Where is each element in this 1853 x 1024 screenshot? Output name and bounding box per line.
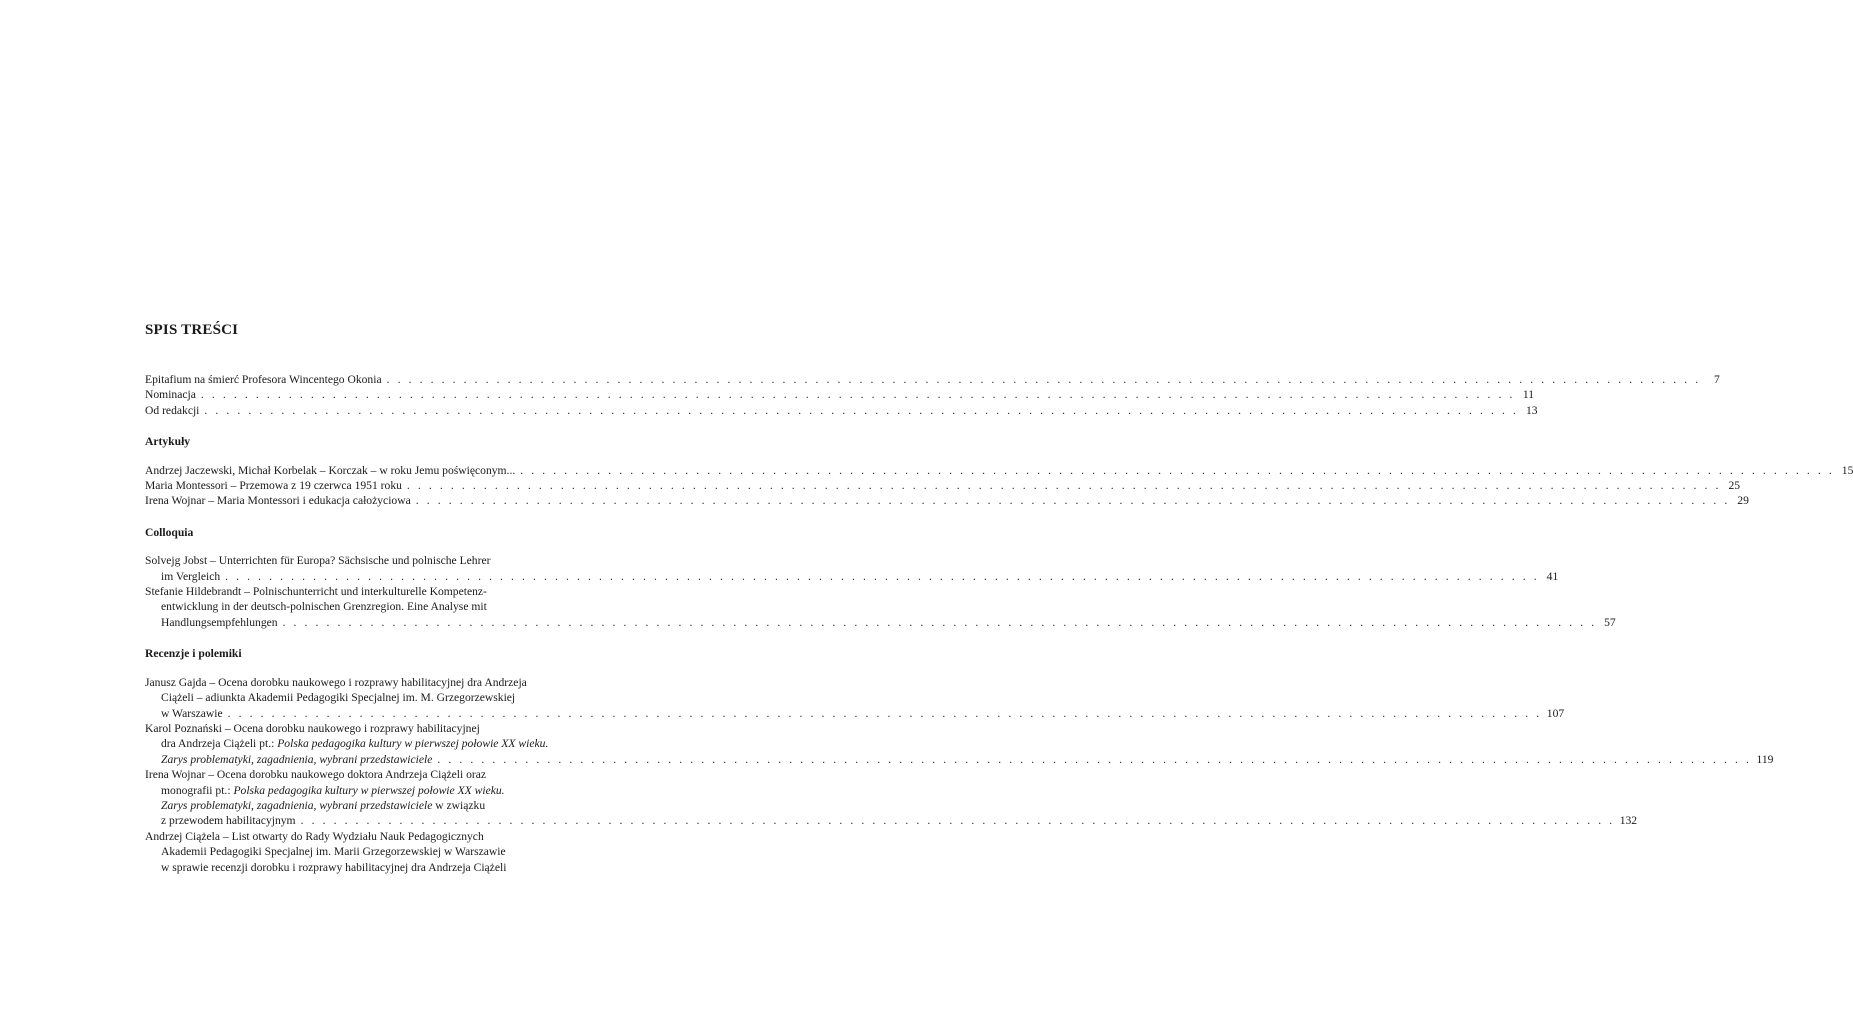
toc-entry-text: entwicklung in der deutsch-polnischen Grenzregion. Eine Analyse mit bbox=[161, 600, 487, 614]
dot-leader: . . . . . . . . . . . . . . . . . . . . . . . . . . . . . . . . . . . . . . . . . . . . . . . . . . . . . . . . . . . . . . . . . . . . . . . . . . . . . . . . . . . . . . . . . . . . . . . . . . . . . . . . . . . . . . . . . . . . . . . . bbox=[520, 463, 1835, 477]
toc-entry-text: Karol Poznański – Ocena dorobku naukowego i rozprawy habilitacyjnej bbox=[145, 721, 480, 735]
page-number: 7 bbox=[1713, 373, 1720, 386]
dot-leader: . . . . . . . . . . . . . . . . . . . . . . . . . . . . . . . . . . . . . . . . . . . . . . . . . . . . . . . . . . . . . . . . . . . . . . . . . . . . . . . . . . . . . . . . . . . . . . . . . . . . . . . . . . . . . . . . . . . . . . . . bbox=[406, 479, 1722, 493]
page-number: 13 bbox=[1525, 403, 1538, 417]
toc-entry bbox=[145, 387, 1534, 402]
dot-leader: . . . . . . . . . . . . . . . . . . . . . . . . . . . . . . . . . . . . . . . . . . . . . . . . . . . . . . . . . . . . . . . . . . . . . . . . . . . . . . . . . . . . . . . . . . . . . . . . . . . . . . . . . . . . . . . . . . . . . . . . bbox=[227, 706, 1542, 720]
dot-leader: . . . . . . . . . . . . . . . . . . . . . . . . . . . . . . . . . . . . . . . . . . . . . . . . . . . . . . . . . . . . . . . . . . . . . . . . . . . . . . . . . . . . . . . . . . . . . . . . . . . . . . . . . . . . . . . . . . . . . . . . bbox=[300, 814, 1615, 828]
toc-entry-last-line bbox=[145, 403, 1538, 418]
toc-entry-text: Zarys problematyki, zagadnienia, wybrani przedstawiciele bbox=[161, 752, 433, 766]
toc-entry-text: Akademii Pedagogiki Specjalnej im. Marii Grzegorzewskiej w Warszawie bbox=[161, 845, 506, 859]
toc-entry-last-line bbox=[145, 706, 1565, 721]
toc-entry-last-line bbox=[145, 387, 1534, 402]
toc-entry bbox=[145, 493, 1749, 508]
section-heading: Artykuły bbox=[145, 435, 191, 449]
toc-entry bbox=[145, 478, 1741, 493]
toc-entry-text: dra Andrzeja Ciążeli pt.: Polska pedagogika kultury w pierwszej połowie XX wieku. bbox=[161, 737, 549, 751]
toc-entry bbox=[145, 553, 1559, 584]
dot-leader: . . . . . . . . . . . . . . . . . . . . . . . . . . . . . . . . . . . . . . . . . . . . . . . . . . . . . . . . . . . . . . . . . . . . . . . . . . . . . . . . . . . . . . . . . . . . . . . . . . . . . . . . . . . . . . . . . . . . . . . . bbox=[225, 569, 1540, 583]
section-heading: Recenzje i polemiki bbox=[145, 647, 242, 661]
page-number: 41 bbox=[1546, 569, 1559, 583]
toc-entry-text: Andrzej Ciążela – List otwarty do Rady Wydziału Nauk Pedagogicznych bbox=[145, 829, 484, 843]
page-number: 132 bbox=[1619, 814, 1638, 828]
toc-entry-last-line bbox=[145, 813, 1638, 828]
page-number: 107 bbox=[1546, 706, 1565, 720]
section-heading: Colloquia bbox=[145, 525, 194, 539]
dot-leader: . . . . . . . . . . . . . . . . . . . . . . . . . . . . . . . . . . . . . . . . . . . . . . . . . . . . . . . . . . . . . . . . . . . . . . . . . . . . . . . . . . . . . . . . . . . . . . . . . . . . . . . . . . . . . . . . . . . . . . . . bbox=[415, 494, 1730, 508]
toc-entry-text: Irena Wojnar – Ocena dorobku naukowego doktora Andrzeja Ciążeli oraz bbox=[145, 768, 487, 782]
toc-entry bbox=[145, 463, 1853, 478]
toc-entry-text: Andrzej Jaczewski, Michał Korbelak – Korczak – w roku Jemu poświęconym... bbox=[145, 463, 516, 477]
page-title: SPIS TREŚCI bbox=[145, 322, 239, 338]
toc-entry-text: w Warszawie bbox=[161, 706, 223, 720]
table-of-contents bbox=[145, 372, 1853, 875]
toc-entry-text: Zarys problematyki, zagadnienia, wybrani przedstawiciele w związku bbox=[161, 798, 486, 812]
toc-entry-text: Handlungsempfehlungen bbox=[161, 615, 278, 629]
toc-entry-text: z przewodem habilitacyjnym bbox=[161, 814, 296, 828]
toc-entry-last-line bbox=[145, 493, 1749, 508]
toc-entry-text: Ciążeli – adiunkta Akademii Pedagogiki Specjalnej im. M. Grzegorzewskiej bbox=[161, 691, 516, 705]
toc-entry-last-line bbox=[145, 372, 1720, 387]
page-number: 119 bbox=[1756, 752, 1774, 766]
toc-entry bbox=[145, 675, 1565, 721]
toc-entry bbox=[145, 372, 1720, 387]
toc-entry bbox=[145, 721, 1774, 767]
toc-entry-text: Irena Wojnar – Maria Montessori i edukacja całożyciowa bbox=[145, 494, 411, 508]
toc-entry-text: Solvejg Jobst – Unterrichten für Europa? Sächsische und polnische Lehrer bbox=[145, 554, 491, 568]
toc-entry bbox=[145, 767, 1638, 829]
toc-entry-text: Maria Montessori – Przemowa z 19 czerwca 1951 roku bbox=[145, 479, 402, 493]
toc-entry-text: Nominacja bbox=[145, 388, 196, 402]
dot-leader: . . . . . . . . . . . . . . . . . . . . . . . . . . . . . . . . . . . . . . . . . . . . . . . . . . . . . . . . . . . . . . . . . . . . . . . . . . . . . . . . . . . . . . . . . . . . . . . . . . . . . . . . . . . . . . . . . . . . . . . . bbox=[204, 403, 1519, 417]
toc-entry-last-line bbox=[145, 615, 1616, 630]
toc-entry-text: Epitafium na śmierć Profesora Wincentego Okonia bbox=[145, 373, 382, 386]
dot-leader: . . . . . . . . . . . . . . . . . . . . . . . . . . . . . . . . . . . . . . . . . . . . . . . . . . . . . . . . . . . . . . . . . . . . . . . . . . . . . . . . . . . . . . . . . . . . . . . . . . . . . . . . . . . . . . . . . . . . . . . . bbox=[386, 373, 1701, 386]
toc-entry-text: Janusz Gajda – Ocena dorobku naukowego i rozprawy habilitacyjnej dra Andrzeja bbox=[145, 675, 527, 689]
dot-leader: . . . . . . . . . . . . . . . . . . . . . . . . . . . . . . . . . . . . . . . . . . . . . . . . . . . . . . . . . . . . . . . . . . . . . . . . . . . . . . . . . . . . . . . . . . . . . . . . . . . . . . . . . . . . . . . . . . . . . . . . bbox=[437, 752, 1752, 766]
page-number: 57 bbox=[1604, 615, 1616, 629]
page-number: 11 bbox=[1522, 388, 1534, 402]
dot-leader: . . . . . . . . . . . . . . . . . . . . . . . . . . . . . . . . . . . . . . . . . . . . . . . . . . . . . . . . . . . . . . . . . . . . . . . . . . . . . . . . . . . . . . . . . . . . . . . . . . . . . . . . . . . . . . . . . . . . . . . . bbox=[282, 615, 1597, 629]
page-number: 15 bbox=[1841, 463, 1853, 477]
dot-leader: . . . . . . . . . . . . . . . . . . . . . . . . . . . . . . . . . . . . . . . . . . . . . . . . . . . . . . . . . . . . . . . . . . . . . . . . . . . . . . . . . . . . . . . . . . . . . . . . . . . . . . . . . . . . . . . . . . . . . . . . bbox=[200, 388, 1515, 402]
toc-entry-last-line bbox=[145, 752, 1774, 767]
page-number: 25 bbox=[1728, 479, 1741, 493]
toc-entry-text: Stefanie Hildebrandt – Polnischunterricht und interkulturelle Kompetenz- bbox=[145, 585, 487, 599]
toc-entry bbox=[145, 584, 1616, 630]
page-number: 29 bbox=[1737, 494, 1749, 508]
toc-entry-text: im Vergleich bbox=[161, 569, 221, 583]
toc-entry-text: w sprawie recenzji dorobku i rozprawy habilitacyjnej dra Andrzeja Ciążeli bbox=[161, 860, 507, 874]
toc-entry bbox=[145, 403, 1538, 418]
toc-entry-last-line bbox=[145, 569, 1559, 584]
toc-entry-last-line bbox=[145, 463, 1853, 478]
toc-entry-last-line bbox=[145, 478, 1741, 493]
toc-entry-text: Od redakcji bbox=[145, 403, 200, 417]
toc-entry bbox=[145, 829, 580, 875]
toc-entry-text: monografii pt.: Polska pedagogika kultury w pierwszej połowie XX wieku. bbox=[161, 783, 505, 797]
